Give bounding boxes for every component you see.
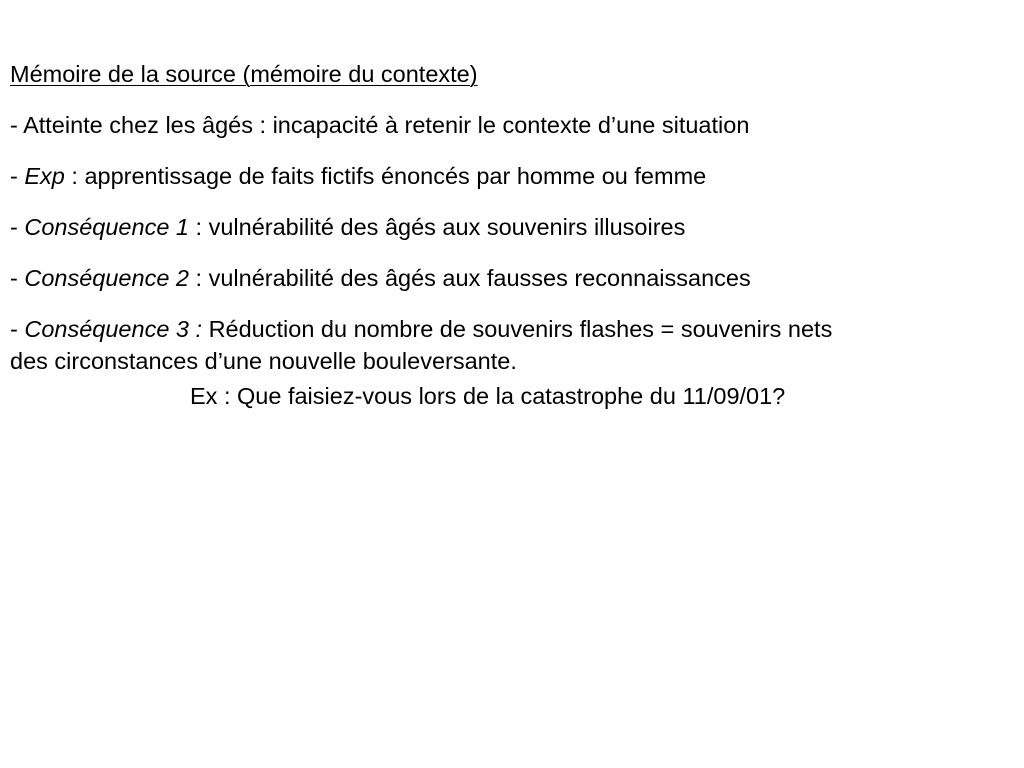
bullet-exp: [10, 160, 1020, 192]
bullet-term: Conséquence 3 :: [24, 316, 203, 342]
bullet-term: Conséquence 1: [24, 214, 189, 240]
bullet-consequence-1: [10, 211, 1020, 243]
bullet-dash: -: [10, 214, 25, 240]
bullet-dash: -: [10, 316, 25, 342]
bullet-dash: -: [10, 112, 24, 138]
bullet-atteinte: [10, 109, 1020, 141]
bullet-term: Exp: [24, 163, 65, 189]
slide-title: Mémoire de la source (mémoire du contexte): [10, 61, 478, 87]
example-question: Ex : Que faisiez-vous lors de la catastrophe du 11/09/01?: [190, 383, 786, 409]
bullet-text: Atteinte chez les âgés : incapacité à retenir le contexte d’une situation: [23, 112, 750, 138]
bullet-dash: -: [10, 265, 25, 291]
bullet-text: : apprentissage de faits fictifs énoncés par homme ou femme: [64, 163, 707, 189]
bullet-dash: -: [10, 163, 25, 189]
bullet-text: : vulnérabilité des âgés aux fausses reconnaissances: [189, 265, 751, 291]
bullet-consequence-3: [10, 313, 1020, 345]
slide-content: [10, 58, 1020, 412]
bullet-consequence-2: [10, 262, 1020, 294]
bullet-continuation: des circonstances d’une nouvelle bouleversante.: [10, 348, 517, 374]
bullet-term: Conséquence 2: [24, 265, 189, 291]
bullet-text: : vulnérabilité des âgés aux souvenirs illusoires: [189, 214, 686, 240]
bullet-text: Réduction du nombre de souvenirs flashes = souvenirs nets: [202, 316, 833, 342]
